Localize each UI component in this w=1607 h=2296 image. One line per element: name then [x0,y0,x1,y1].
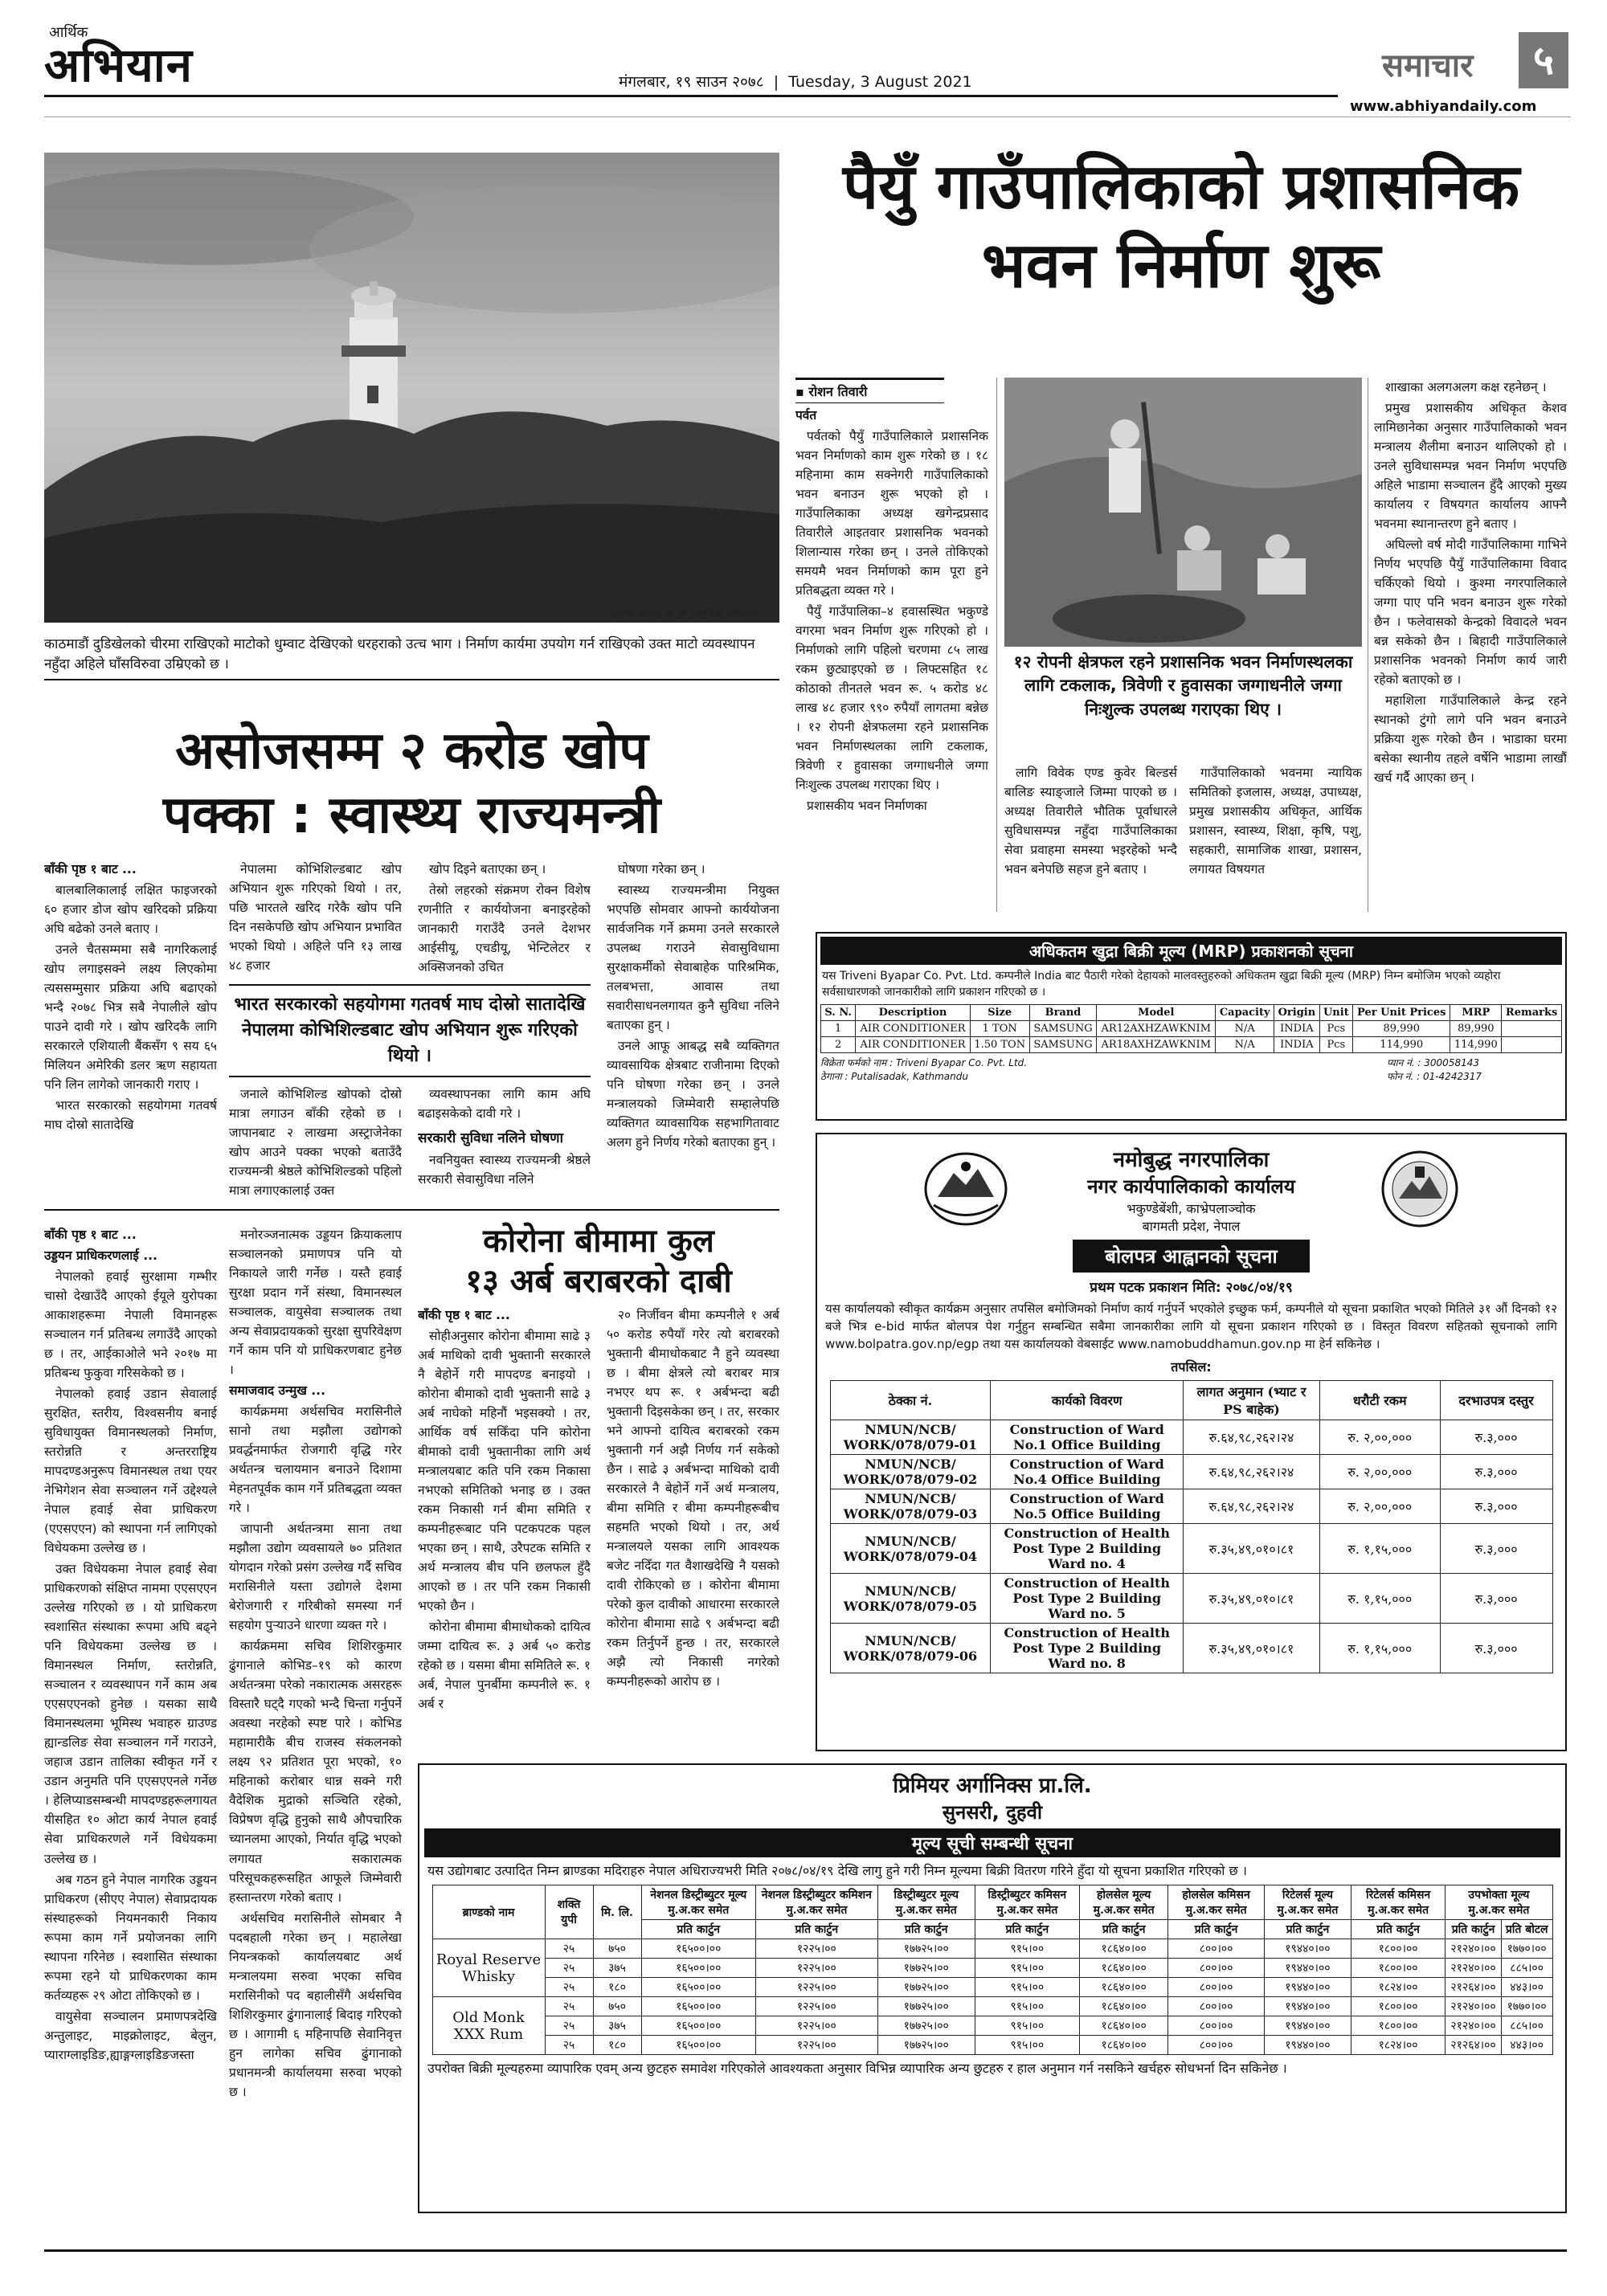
table-cell: रु.३५,४९,०१०।८१ [1184,1574,1320,1624]
price-list-notice [418,1763,1567,2213]
paragraph: स्वास्थ्य राज्यमन्त्रीमा नियुक्त भएपछि सोमवार आफ्नो कार्ययोजना सार्वजनिक गर्ने क्रममा उनले सरकारले उपलब्ध गराउने सेवासुविधामा सुरक्षाकर्मीको सेवाबाहेक पारिश्रमिक, तलबभत्ता, आवास तथा सवारीसाधनलगायत कुनै सुविधा नलिने बताएका हुन् । [607,883,779,1033]
story1-col1 [795,406,988,920]
table-cell: २५ [545,1939,593,1959]
page-dateline [619,71,972,92]
paragraph: शाखाका अलगअलग कक्ष रहनेछन् । [1385,380,1547,394]
construction-illustration [1004,378,1362,647]
paragraph: खोप दिइने बताएका छन् । [429,862,546,876]
tender-schedule-label: तपसिल: [1171,1359,1212,1375]
story3-headline [418,1221,779,1301]
paragraph: सोहीअनुसार कोरोना बीमामा साढे ३ अर्ब माथिको दावी भुक्तानी सरकारले नै बेहोर्ने गरी मापदण्ड बनाइयो । कोरोना बीमाको दावी भुक्तानी साढे ३ अर्ब नाघेको महिनौं भइसक्यो । तर, आर्थिक वर्ष सकिँदा पनि कोरोना बीमाको दावी भुक्तानीका लागि अर्थ मन्त्रालयबाट कति पनि रकम निकासा नभएको समितिको भनाइ छ । उक्त रकम निकासी गर्न बीमा समिति र कम्पनीहरूबाट पनि पटकपटक पहल भएका छन् । साथै, उरैपटक समिति र अर्थ मन्त्रालय बीच पनि छलफल हुँदै आएको छ । तर पनि रकम निकासी भएको छैन । [418,1329,591,1614]
seller-address: ठेगाना : Putalisadak, Kathmandu [820,1070,968,1082]
date-english: Tuesday, 3 August 2021 [788,73,972,91]
table-row [432,1939,1552,1959]
table-cell: १८० [593,2036,641,2055]
brand-name: Royal Reserve Whisky [432,1939,545,1997]
lighthouse-photo [44,153,779,623]
mrp-header: Unit [1319,1004,1352,1020]
paragraph: कोरोना बीमामा बीमाधोकको दायित्व जम्मा दायित्व रू. ३ अर्ब ५० करोड रहेको छ । यसमा बीमा समितिले रू. १ अर्ब, नेपाल पुनर्बीमा कम्पनीले रू. १ अर्ब र [418,1620,591,1712]
table-cell: SAMSUNG [1029,1036,1097,1052]
table-cell: 1 [821,1020,856,1036]
paragraph: बालबालिकालाई लक्षित फाइजरको ६० हजार डोज खोप खरिदको प्रक्रिया अघि बढेको उनले बताए । [44,883,217,937]
story3-headline-line2: १३ अर्ब बराबरको दाबी [465,1263,732,1300]
paragraph: २० निर्जीवन बीमा कम्पनीले १ अर्ब ५० करोड रुपैयाँ गरेर त्यो बराबरको भुक्तानी बीमाधोकबाट नै हुने व्यवस्था छ । बीमा क्षेत्रले त्यो बराबर मात्र नभएर थप रू. १ अर्बभन्दा बढी भुक्तानी दिइसकेका छन् । तर, सरकार भने आफ्नो दायित्व बराबरको रकम भुक्तानी गर्न अझै निर्णय गर्न सकेको छैन । साढे ३ अर्बभन्दा माथिको दावी सरकारले नै बेहोर्ने गर्ने अर्थ मन्त्रालय, बीमा समिति र बीमा कम्पनीहरूबीच सहमति भएको थियो । तर, अर्थ मन्त्रालयले यसका लागि आवश्यक बजेट नदिँदा गत वैशाखदेखि नै यसको दावी रोकिएको छ । कोरोना बीमामा परेको कुल दावीको आधारमा सरकारले कोरोना बीमामा साढे ९ अर्बभन्दा बढी रकम तिर्नुपर्ने हुन्छ । तर, सरकारले अझै त्यो निकासी नगरेको कम्पनीहरूको आरोप छ । [607,1308,779,1689]
story4-col1 [44,1225,217,2217]
section-rule [44,1209,779,1211]
paragraph: भारत सरकारको सहयोगमा गतवर्ष माघ दोस्रो सातादेखि [44,1098,217,1133]
table-cell: AR12AXHZAWKNIM [1097,1020,1216,1036]
table-cell: ८००।०० [1168,1939,1265,1959]
paragraph: नेपालको हवाई सुरक्षामा गम्भीर चासो देखाउँदै आएको ईयूले युरोपका आकाशहरूमा नेपाली विमानहरू सञ्चालन गर्न प्रतिबन्ध लगाउँदै आएको छ । तर, आईकाओले भने २०१७ मा प्रतिबन्ध फुकुवा गरिसकेको छ । [44,1269,217,1381]
table-cell: २१२४०।०० [1445,2016,1502,2036]
story4-subheading: उड्डयन प्राधिकरणलाई ... [44,1248,157,1264]
table-cell: ९१५।०० [975,1997,1079,2016]
table-cell: रु. २,००,००० [1319,1489,1440,1524]
table-cell: १८० [593,1978,641,1997]
mrp-header: Model [1097,1004,1216,1020]
org-name: नमोबुद्ध नगरपालिका [1113,1148,1270,1172]
header-rule-thin [44,116,1571,117]
price-header: होलसेल कमिसन मु.अ.कर समेत [1168,1885,1265,1920]
price-header: उपभोक्ता मूल्य मु.अ.कर समेत [1445,1885,1552,1920]
story1-headline-line1: पैयुँ गाउँपालिकाको प्रशासनिक [842,151,1520,223]
table-cell: रु.३५,४९,०१०।८१ [1184,1524,1320,1574]
table-cell: १८६४०।०० [1080,1978,1168,1997]
logo-text: अभियान [44,38,193,92]
table-cell: २१२४०।०० [1445,1997,1502,2016]
table-cell: १७७२५।०० [877,1997,975,2016]
table-cell: १६५००।०० [641,1997,755,2016]
table-cell: रु.३,००० [1440,1455,1552,1489]
table-cell: १८००।०० [1351,1959,1445,1978]
story2-headline-line1: असोजसम्म २ करोड खोप [175,721,648,781]
table-row [821,1036,1562,1052]
paragraph: जापानी अर्थतन्त्रमा साना तथा मझौला उद्योग व्यवसायले ७० प्रतिशत योगदान गरेको प्रसंग उल्लेख गर्दै सचिव मरासिनीले यस्ता उद्योगले देशमा बेरोजगारी र गरिबीको समस्या गर्न सहयोग पुऱ्याउने धारणा व्यक्त गरे । [229,1522,402,1633]
table-cell: N/A [1216,1036,1274,1052]
table-cell: INDIA [1274,1036,1320,1052]
paragraph: लागि विवेक एण्ड कुवेर बिल्डर्स बालिङ स्याङ्जाले जिम्मा पाएको छ । अध्यक्ष तिवारीले भौतिक पूर्वाधारले सुविधासम्पन्न नहुँदा गाउँपालिकाका सेवा प्रवाहमा समस्या भइरहेको भन्दै भवन बनेपछि सहज हुने बताए । [1004,766,1177,877]
table-cell: ८८५।०० [1501,1959,1552,1978]
table-cell: १७७०।०० [1501,1939,1552,1959]
table-cell: २५ [545,2016,593,2036]
table-cell: ७५० [593,1997,641,2016]
table-cell: १२२५।०० [755,2016,877,2036]
date-nepali: मंगलबार, १९ साउन २०७८ [619,73,764,91]
story1-byline: ▪ रोशन तिवारी [795,378,944,403]
table-cell: २५ [545,2036,593,2055]
price-subheader: प्रति बोटल [1501,1920,1552,1939]
footer-rule [44,2249,1567,2252]
paragraph: अघिल्लो वर्ष मोदी गाउँपालिकामा गाभिने निर्णय भएपछि पैयुँ गाउँपालिकामा विवाद चर्किएको थियो । कुश्मा नगरपालिकाले जग्गा पाए पनि भवन बनाउन शुरू गरेको छैन । फलेवासको केन्द्रको विवादले भवन बन्न सकेको छैन । बिहादी गाउँपालिकाले प्रशासनिक भवनको निर्माण कार्य जारी रहेको बताएको छ । [1374,537,1567,688]
price-subheader: प्रति कार्टुन [1445,1920,1502,1939]
table-cell: रु.३,००० [1440,1524,1552,1574]
org-address: भकुण्डेबेंशी, काभ्रेपलाञ्चोक [1127,1201,1256,1216]
table-cell: ४४३।०० [1501,1978,1552,1997]
table-cell: रु.६४,९८,२६२।२४ [1184,1455,1320,1489]
tender-header: धरौटी रकम [1319,1381,1440,1420]
photo-credit: तस्वीरः प्रकाश के.सी./आर्थिक अभियान [611,609,759,621]
story2-col2b [229,1085,402,1201]
price-subheader: प्रति कार्टुन [1168,1920,1265,1939]
column-divider [996,378,997,912]
table-cell: ९१५।०० [975,1939,1079,1959]
header-rule [44,95,1338,97]
story3-col2 [607,1305,779,1723]
story-jump-label: बाँकी पृष्ठ १ बाट ... [44,1228,137,1242]
table-cell: AR18AXHZAWKNIM [1097,1036,1216,1052]
table-cell: १२२५।०० [755,1978,877,1997]
mrp-header: Origin [1274,1004,1320,1020]
tender-header: दरभाउपत्र दस्तुर [1440,1381,1552,1420]
tender-intro: यस कार्यालयको स्वीकृत कार्यक्रम अनुसार तपसिल बमोजिमको निर्माण कार्य गर्नुपर्ने भएकोले इच्छुक फर्म, कम्पनीले यो सूचना प्रकाशित भएको मितिले ३१ औं दिनको १२ बजे भित्र e-bid मार्फत बोलपत्र पेश गर्नुहुन सम्बन्धित सबैमा जानकारीका लागि यो सूचना प्रकाशन गरिएको छ । विस्तृत विवरण सहितको सूचनाको लागि www.bolpatra.gov.np/egp तथा यस कार्यालयको वेबसाईट www.namobuddhamun.gov.np मा हेर्न सकिनेछ । [825,1301,1557,1351]
table-cell: ९१५।०० [975,1978,1079,1997]
table-cell: रु. १,१५,००० [1319,1624,1440,1673]
table-cell: रु. २,००,००० [1319,1420,1440,1455]
table-cell: १७७२५।०० [877,2016,975,2036]
table-cell: १६५००।०० [641,2016,755,2036]
story2-col2 [229,860,402,980]
story3-headline-line1: कोरोना बीमामा कुल [483,1223,714,1260]
paragraph: व्यवस्थापनका लागि काम अघि बढाइसकेको दावी गरे । [418,1087,591,1121]
table-cell: ९१५।०० [975,2016,1079,2036]
table-cell: NMUN/NCB/ WORK/078/079-06 [830,1624,991,1673]
story4-col2 [229,1225,402,2217]
story2-pullquote: भारत सरकारको सहयोगमा गतवर्ष माघ दोस्रो सातादेखि नेपालमा कोभिशिल्डबाट खोप अभियान शुरू गरिएको थियो । [229,984,591,1077]
price-header: डिस्ट्रीब्युटर मूल्य मु.अ.कर समेत [877,1885,975,1920]
table-cell: Pcs [1319,1036,1352,1052]
table-cell: 89,990 [1353,1020,1450,1036]
tender-title-wrap [822,1240,1560,1273]
table-cell: २१२६४।०० [1445,1978,1502,1997]
nepal-emblem-icon [922,1149,1010,1229]
table-cell: ४४३।०० [1501,2036,1552,2055]
paragraph: पैयुँ गाउँपालिका–४ हवासस्थित भकुण्डे वगरमा भवन निर्माण शुरू गरिएको हो । निर्माणको लागि पहिलो चरणमा ८५ लाख रकम छुट्याइएको छ । लिफ्टसहित १८ कोठाको तीनतले भवन रू. ५ करोड ४८ लाख ४८ हजार ९९० रुपैयाँ लागतमा बन्नेछ । १२ रोपनी क्षेत्रफलमा रहने प्रशासनिक भवन निर्माणस्थलका लागि टकलाक, त्रिवेणी र हुवासका जग्गाधनीले जग्गा निःशुल्क उपलब्ध गराएका थिए । [795,604,988,793]
tender-title: बोलपत्र आह्वानको सूचना [1073,1240,1309,1273]
photo-rule [44,679,779,680]
table-cell: ८००।०० [1168,1959,1265,1978]
table-cell: १९४४०।०० [1264,1997,1351,2016]
table-cell: २५ [545,1959,593,1978]
price-subheader: प्रति कार्टुन [755,1920,877,1939]
price-notice-title: मूल्य सूची सम्बन्धी सूचना [424,1828,1560,1857]
table-cell: १२२५।०० [755,1997,877,2016]
table-cell: १७७२५।०० [877,1939,975,1959]
table-cell: १९४४०।०० [1264,1978,1351,1997]
mrp-header: Description [856,1004,970,1020]
mrp-notice-intro: यस Triveni Byapar Co. Pvt. Ltd. कम्पनीले India बाट पैठारी गरेको देहायको मालवस्तुहरुको अधिकतम खुद्रा बिक्री मूल्य (MRP) निम्न बमोजिम भएको व्यहोरा सर्वसाधारणको जानकारीको लागि प्रकाशन गरिएको छ । [822,970,1501,999]
paragraph: नवनियुक्त स्वास्थ्य राज्यमन्त्री श्रेष्ठले सरकारी सेवासुविधा नलिने [418,1153,591,1187]
table-cell: 114,990 [1450,1036,1502,1052]
paragraph: नेपालको हवाई उडान सेवालाई सुरक्षित, स्तरीय, विश्वसनीय बनाई सुविधायुक्त विमानस्थलको निर्माण, स्तरोन्नति र अन्तरराष्ट्रिय मापदण्डअनुरूप विमानस्थल तथा एयर नेभिगेशन सेवा सञ्चालन गर्ने उद्देश्यले नेपाल हवाई सेवा प्राधिकरण (एएसएएन) को स्थापना गर्न लागिएको विधेयकमा उल्लेख छ । [44,1387,217,1556]
table-cell: १२२५।०० [755,1959,877,1978]
table-cell [1502,1020,1562,1036]
table-cell: २१२६४।०० [1445,2036,1502,2055]
seller-phone: फोन नं. : 01-4242317 [1386,1070,1482,1082]
price-header: नेशनल डिस्ट्रीब्युटर मूल्य मु.अ.कर समेत [641,1885,755,1920]
seller-name: विक्रेता फर्मको नाम : Triveni Byapar Co. Pvt. Ltd. [820,1056,1028,1068]
mrp-header: Capacity [1216,1004,1274,1020]
price-subheader: प्रति कार्टुन [641,1920,755,1939]
table-cell: ८००।०० [1168,2016,1265,2036]
paragraph: उनले चैतसम्ममा सबै नागरिकलाई खोप लगाइसक्ने लक्ष्य लिएकोमा त्यससम्मुसार प्रक्रिया अघि बढाएको भन्दै २०७८ भित्र सबै नेपालीले खोप पाउने दावी गरे । खोप खरिदकै लागि सरकारले एशियाली बैंकसँग ९ सय ६५ मिलियन अमेरिकी डलर ऋण सहायता पनि लिन लागेको जानकारी गराए । [44,942,217,1093]
table-cell: 89,990 [1450,1020,1502,1036]
tender-header: कार्यको विवरण [991,1381,1184,1420]
paragraph: प्रमुख प्रशासकीय अधिकृत केशव लामिछानेका अनुसार गाउँपालिकाको भवन मन्त्रालय शैलीमा बनाउन थालिएको हो । उनले सुविधासम्पन्न भवन निर्माण भएपछि अहिले भाडामा सञ्चालन हुँदै आएको मुख्य कार्यालय र विषयगत कार्यालय आफ्नै भवनमा स्थानान्तरण हुने बताए । [1374,401,1567,532]
paragraph: प्रशासकीय भवन निर्माणका [807,799,927,814]
paragraph: मनोरञ्जनात्मक उड्डयन क्रियाकलाप सञ्चालनको प्रमाणपत्र पनि यो निकायले जारी गर्नेछ । यस्तै हवाई सुरक्षा प्रदान गर्ने संस्था, विमानस्थल सञ्चालक, वायुसेवा सञ्चालक तथा अन्य सेवाप्रदायकको सुरक्षा सुपरिवेक्षण गर्ने काम पनि यो प्राधिकरणबाट हुनेछ । [229,1228,402,1378]
brand-name: Old Monk XXX Rum [432,1997,545,2055]
price-header: रिटेलर्स कमिसन मु.अ.कर समेत [1351,1885,1445,1920]
table-cell: NMUN/NCB/ WORK/078/079-03 [830,1489,991,1524]
table-cell: ८८५।०० [1501,2016,1552,2036]
table-cell: १६५००।०० [641,1939,755,1959]
story2-col3 [418,860,591,980]
paragraph: नेपालमा कोभिशिल्डबाट खोप अभियान शुरू गरिएको थियो । तर, पछि भारतले खरिद गरेकै खोप पनि दिन नसकेपछि खोप अभियान प्रभावित भएको थियो । अहिले पनि १३ लाख ४८ हजार [229,862,402,974]
story1-headline [795,149,1567,305]
table-cell: १७७२५।०० [877,2036,975,2055]
price-header: ब्राण्डको नाम [432,1885,545,1939]
company-address: सुनसरी, दुहवी [942,1801,1043,1824]
price-subheader: प्रति कार्टुन [1080,1920,1168,1939]
story2-col1 [44,860,217,1197]
table-cell: AIR CONDITIONER [856,1020,970,1036]
story1-headline-line2: भवन निर्माण शुरू [981,229,1381,302]
table-cell: Construction of Ward No.1 Office Building [991,1420,1184,1455]
paragraph: कार्यक्रममा अर्थसचिव मरासिनीले सानो तथा मझौला उद्योगको प्रवर्द्धनमार्फत रोजगारी वृद्धि गरेर अर्थतन्त्र चलायमान बनाउने दिशामा मेहनतपूर्वक काम गर्ने प्रतिबद्धता व्यक्त गरे । [229,1404,402,1516]
paragraph: वायुसेवा सञ्चालन प्रमाणपत्रदेखि अन्तुलाइट, माइक्रोलाइट, बेलुन, प्याराग्लाइडिङ,ह्याङ्गग्लाइडिङजस्ता [44,2008,217,2062]
story-jump-label: बाँकी पृष्ठ १ बाट ... [44,862,137,876]
paragraph: पर्वतको पैयुँ गाउँपालिकाले प्रशासनिक भवन निर्माणको काम शुरू गरेको छ । १८ महिनामा काम सक्नेगरी गाउँपालिकाको भवन बनाउन शुरू भएको हो । गाउँपालिकाका अध्यक्ष खगेन्द्रप्रसाद तिवारीले आइतवार प्रशासनिक भवनको शिलान्यास गरेका छन् । उनले तोकिएको समयमै भवन निर्माणको काम पूरा हुने प्रतिबद्धता व्यक्त गरे । [795,429,988,599]
page-number: ५ [1519,32,1568,88]
price-header: मि. लि. [593,1885,641,1939]
tender-header: ठेक्का नं. [830,1381,991,1420]
table-cell [1502,1036,1562,1052]
table-cell: Construction of Ward No.4 Office Building [991,1455,1184,1489]
table-row [830,1489,1552,1524]
table-cell: ३७५ [593,1959,641,1978]
price-subheader: प्रति कार्टुन [877,1920,975,1939]
table-cell: AIR CONDITIONER [856,1036,970,1052]
table-cell: रु.३,००० [1440,1420,1552,1455]
tender-header: लागत अनुमान (भ्याट र PS बाहेक) [1184,1381,1320,1420]
paragraph: महाशिला गाउँपालिकाले केन्द्र रहने स्थानको टुंगो लागे पनि भवन बनाउने प्रक्रिया शुरू गरेको छैन । भाडाका घरमा बसेका स्थानीय तहले वर्षेनि भाडामा लाखौं खर्च गर्दै आएका छन् । [1374,693,1567,786]
org-office: नगर कार्यपालिकाको कार्यालय [1087,1175,1295,1198]
tender-first-publish: प्रथम पटक प्रकाशन मिति: २०७८/०४/१९ [1090,1280,1293,1296]
table-cell: रु.३,००० [1440,1489,1552,1524]
table-cell: रु.३,००० [1440,1624,1552,1673]
table-cell: NMUN/NCB/ WORK/078/079-05 [830,1574,991,1624]
table-row [821,1020,1562,1036]
paragraph: कार्यक्रममा सचिव शिशिरकुमार ढुंगानाले कोभिड–१९ को कारण अर्थतन्त्रमा परेको नकारात्मक असरहरू विस्तारै घट्दै गएको भन्दै चिन्ता गर्नुपर्ने अवस्था नरहेको स्पष्ट पारे । कोभिड महामारीकै बीच राजस्व संकलनको लक्ष्य ९२ प्रतिशत पूरा भएको, १० महिनाको करोबार धान्न सक्ने गरी वैदेशिक मुद्राको सञ्चिति रहेको, विप्रेषण वृद्धि हुनुको साथै औपचारिक च्यानलमा आएको, निर्यात वृद्धि भएको लगायत सकारात्मक परिसूचकहरूसहित आफूले जिम्मेवारी हस्तान्तरण गरेको बताए । [229,1639,402,1905]
mrp-notice-footer [820,1056,1562,1083]
story1-col3 [1189,763,1362,916]
table-cell: १९४४०।०० [1264,2016,1351,2036]
table-row [432,1959,1552,1978]
paragraph: अब गठन हुने नेपाल नागरिक उड्डयन प्राधिकरण (सीएए नेपाल) सेवाप्रदायक संस्थाहरूको नियमनकारी निकाय रूपमा काम गर्ने प्रयोजनका लागि स्थापना गरिनेछ । स्वशासित संस्थाका रूपमा रहने यो प्राधिकरणका काम कर्तव्यहरू २९ ओटा तोकिएको छ । [44,1872,217,2003]
tender-notice [816,1133,1567,1751]
price-notice-footer: उपरोक्त बिक्री मूल्यहरुमा व्यापारिक एवम् अन्य छुटहरु समावेश गरिएकोले आवश्यकता अनुसार विभिन्न व्यापारिक अन्य छुटहरु र हाल अनुमान गर्न नसकिने खर्चहरु सोधभर्ना दिन सकिनेछ । [427,2061,1287,2077]
table-cell: १८६४०।०० [1080,1997,1168,2016]
construction-photo-caption: १२ रोपनी क्षेत्रफल रहने प्रशासनिक भवन निर्माणस्थलका लागि टकलाक, त्रिवेणी र हुवासका जग्गाधनीले जग्गा निःशुल्क उपलब्ध गराएका थिए । [1013,652,1353,719]
table-cell: १८२४।०० [1351,2036,1445,2055]
tender-table [830,1380,1553,1673]
table-cell: ८००।०० [1168,1997,1265,2016]
table-cell: Pcs [1319,1020,1352,1036]
table-cell: Construction of Health Post Type 2 Building Ward no. 8 [991,1624,1184,1673]
mrp-table [820,1004,1562,1053]
table-cell: २५ [545,1978,593,1997]
paragraph: उक्त विधेयकमा नेपाल हवाई सेवा प्राधिकरणको संक्षिप्त नाममा एएसएएन उल्लेख गरिएको छ । यो प्राधिकरण स्वशासित संस्थाका रूपमा अघि बढ्ने पनि विधेयकमा उल्लेख छ । विमानस्थल निर्माण, स्तरोन्नति, सञ्चालन र व्यवस्थापन गर्ने काम अब एएसएएनको हुनेछ । यसका साथै विमानस्थलमा भूमिस्थ भवाहरु ग्राउण्ड ह्यान्डलिङ सेवा सञ्चालन गर्ने गराउने, जहाज उडान तालिका स्वीकृत गर्ने र उडान अनुमति पनि एएसएएनले गर्नेछ । हेलिप्याडसम्बन्धी मापदण्डहरूलगायत यीसहित १० ओटा कार्य नेपाल हवाई सेवा प्राधिकरणले गर्ने विधेयकमा उल्लेख छ । [44,1562,217,1866]
table-cell: १८००।०० [1351,2016,1445,2036]
mrp-notice [816,932,1567,1121]
table-cell: NMUN/NCB/ WORK/078/079-04 [830,1524,991,1574]
paragraph: उनले आफू आबद्ध सबै व्यक्तिगत व्यावसायिक क्षेत्रबाट राजीनामा दिएको पनि घोषणा गरेका छन् । उनले मन्त्रालयको जिम्मेवारी सम्हालेपछि व्यक्तिगत व्यावसायिक सहभागितावाट अलग हुने निर्णय गरेको बताएका हुन् । [607,1039,779,1150]
table-cell: रु.३,००० [1440,1574,1552,1624]
table-cell: ९१५।०० [975,2036,1079,2055]
table-cell: ३७५ [593,2016,641,2036]
price-org-block [424,1770,1560,1825]
company-name: प्रिमियर अर्गानिक्स प्रा.लि. [893,1774,1092,1798]
mrp-header: MRP [1450,1004,1502,1020]
table-row [830,1524,1552,1574]
story4-subheading: समाजवाद उन्मुख ... [229,1383,325,1399]
mrp-header: S. N. [821,1004,856,1020]
table-cell: १८२४।०० [1351,1978,1445,1997]
table-cell: NMUN/NCB/ WORK/078/079-02 [830,1455,991,1489]
table-cell: Construction of Health Post Type 2 Building Ward no. 4 [991,1524,1184,1574]
table-cell: १२२५।०० [755,2036,877,2055]
org-province: बागमती प्रदेश, नेपाल [1142,1219,1241,1234]
price-header: नेशनल डिस्ट्रीब्युटर कमिशन मु.अ.कर समेत [755,1885,877,1920]
municipality-logo-icon [1380,1149,1460,1229]
table-cell: रु. १,१५,००० [1319,1524,1440,1574]
paragraph: गाउँपालिकाको भवनमा न्यायिक समितिको इजलास, अध्यक्ष, उपाध्यक्ष, प्रमुख प्रशासकीय अधिकृत, आर्थिक प्रशासन, स्वास्थ्य, शिक्षा, कृषि, पशु, सहकारी, सामाजिक शाखा, प्रशासन, लगायत विषयगत [1189,766,1362,877]
table-cell: 2 [821,1036,856,1052]
story3-col1 [418,1305,591,1723]
table-cell: १८६४०।०० [1080,1959,1168,1978]
table-cell: २५ [545,1997,593,2016]
price-header: डिस्ट्रीब्युटर कमिसन मु.अ.कर समेत [975,1885,1079,1920]
mrp-header: Remarks [1502,1004,1562,1020]
table-cell: ८००।०० [1168,1978,1265,1997]
paragraph: जनाले कोभिशिल्ड खोपको दोस्रो मात्रा लगाउन बाँकी रहेको छ । जापानबाट २ लाखमा अस्ट्राजेनेका खोप आउने पक्का भएको बताउँदै राज्यमन्त्री श्रेष्ठले कोभिशिल्डको पहिलो मात्रा लगाएकालाई उक्त [229,1087,402,1199]
table-cell: १८६४०।०० [1080,2016,1168,2036]
mrp-header: Brand [1029,1004,1097,1020]
byline-name: रोशन तिवारी [808,384,868,399]
table-row [830,1420,1552,1455]
paragraph: तेस्रो लहरको संक्रमण रोक्न विशेष रणनीति र कार्ययोजना बनाइरहेको जानकारी गराउँदै उनले देशभर आईसीयू, एचडीयू, भेन्टिलेटर र अक्सिजनको उचित [418,883,591,975]
price-notice-intro: यस उद्योगबाट उत्पादित निम्न ब्राण्डका मदिराहरु नेपाल अधिराज्यभरी मिति २०७८/०४/१९ देखि लागु हुने गरी निम्न मूल्यमा बिक्री वितरण गरिने हुँदा यो सूचना प्रकाशित गरिएको छ । [427,1863,1247,1878]
paragraph: घोषणा गरेका छन् । [618,862,705,876]
table-row [830,1624,1552,1673]
table-cell: रु.६४,९८,२६२।२४ [1184,1489,1320,1524]
price-header: होलसेल मूल्य मु.अ.कर समेत [1080,1885,1168,1920]
website-link[interactable]: www.abhiyandaily.com [1350,98,1537,115]
table-cell: १९४४०।०० [1264,2036,1351,2055]
price-subheader: प्रति कार्टुन [975,1920,1079,1939]
table-cell: १८००।०० [1351,1939,1445,1959]
newspaper-logo [44,22,193,92]
mrp-header: Per Unit Prices [1353,1004,1450,1020]
table-cell: INDIA [1274,1020,1320,1036]
table-cell: १६५००।०० [641,1978,755,1997]
table-cell: रु. १,१५,००० [1319,1574,1440,1624]
construction-photo [1004,378,1362,647]
story1-col2 [1004,763,1177,916]
story2-headline-line2: पक्का : स्वास्थ्य राज्यमन्त्री [162,786,661,845]
mrp-header: Size [970,1004,1029,1020]
story1-dateline: पर्वत [795,408,817,423]
story2-col3b [418,1085,591,1201]
table-cell: Construction of Health Post Type 2 Building Ward no. 5 [991,1574,1184,1624]
seller-pan: प्यान नं. : 300058143 [1386,1056,1479,1068]
table-row [830,1455,1552,1489]
story-jump-label: बाँकी पृष्ठ १ बाट ... [418,1308,510,1322]
price-header: शक्ति युपी [545,1885,593,1939]
paragraph: अर्थसचिव मरासिनीले सोमबार नै पदबहाली गरेका छन् । महालेखा नियन्त्रकको कार्यालयबाट अर्थ मन्त्रालयमा सरुवा भएका सचिव मरासिनीको पद बहालीसँगै अर्थसचिव शिशिरकुमार ढुंगानालाई बिदाइ गरिएको छ । आगामी ६ महिनापछि सेवानिवृत्त हुन लागेका सचिव ढुंगानाको प्रधानमन्त्री कार्यालयमा सरुवा भएको छ । [229,1910,402,2099]
table-cell: N/A [1216,1020,1274,1036]
table-cell: १८६४०।०० [1080,1939,1168,1959]
table-cell: १८६४०।०० [1080,2036,1168,2055]
table-cell: २१२४०।०० [1445,1939,1502,1959]
table-row [830,1574,1552,1624]
price-table-body [432,1939,1552,2055]
table-cell: १७७०।०० [1501,1997,1552,2016]
section-name: समाचार [1382,47,1474,84]
logo-small-text: आर्थिक [49,24,88,41]
table-cell: रु.३५,४९,०१०।८१ [1184,1624,1320,1673]
table-cell: १६५००।०० [641,2036,755,2055]
table-cell: ७५० [593,1939,641,1959]
table-row [432,1978,1552,1997]
story2-subheading: सरकारी सुविधा नलिने घोषणा [418,1130,563,1147]
table-cell: ९१५।०० [975,1959,1079,1978]
table-cell: Construction of Ward No.5 Office Building [991,1489,1184,1524]
table-cell: १७७२५।०० [877,1959,975,1978]
table-row [432,1997,1552,2016]
story2-headline [44,719,779,848]
table-cell: २१२४०।०० [1445,1959,1502,1978]
table-cell: रु.६४,९८,२६२।२४ [1184,1420,1320,1455]
table-cell: SAMSUNG [1029,1020,1097,1036]
photo-caption: काठमाडौं दुडिखेलको चीरमा राखिएको माटोको धुम्वाट देखिएको धरहराको उत्च भाग । निर्माण कार्यमा उपयोग गर्न राखिएको उक्त माटो व्यवस्थापन नहुँदा अहिले घाँसविरुवा उम्रिएको छ । [44,636,755,672]
table-cell: NMUN/NCB/ WORK/078/079-01 [830,1420,991,1455]
story1-col4 [1374,378,1567,916]
table-cell: १८००।०० [1351,1997,1445,2016]
table-row [432,2036,1552,2055]
table-cell: 114,990 [1353,1036,1450,1052]
price-table [432,1885,1553,2055]
table-cell: १२२५।०० [755,1939,877,1959]
photo-illustration [44,153,779,623]
price-subheader: प्रति कार्टुन [1264,1920,1351,1939]
table-cell: १६५००।०० [641,1959,755,1978]
table-cell: रु. २,००,००० [1319,1455,1440,1489]
story2-col4 [607,860,779,1201]
table-cell: १९४४०।०० [1264,1959,1351,1978]
price-header: रिटेलर्स मूल्य मु.अ.कर समेत [1264,1885,1351,1920]
table-cell: 1.50 TON [970,1036,1029,1052]
date-separator: | [773,73,779,91]
table-row [432,2016,1552,2036]
table-cell: १९४४०।०० [1264,1939,1351,1959]
mrp-notice-title: अधिकतम खुद्रा बिक्री मूल्य (MRP) प्रकाशनको सूचना [820,937,1562,965]
table-cell: 1 TON [970,1020,1029,1036]
price-subheader: प्रति कार्टुन [1351,1920,1445,1939]
table-cell: ८००।०० [1168,2036,1265,2055]
table-cell: १७७२५।०० [877,1978,975,1997]
